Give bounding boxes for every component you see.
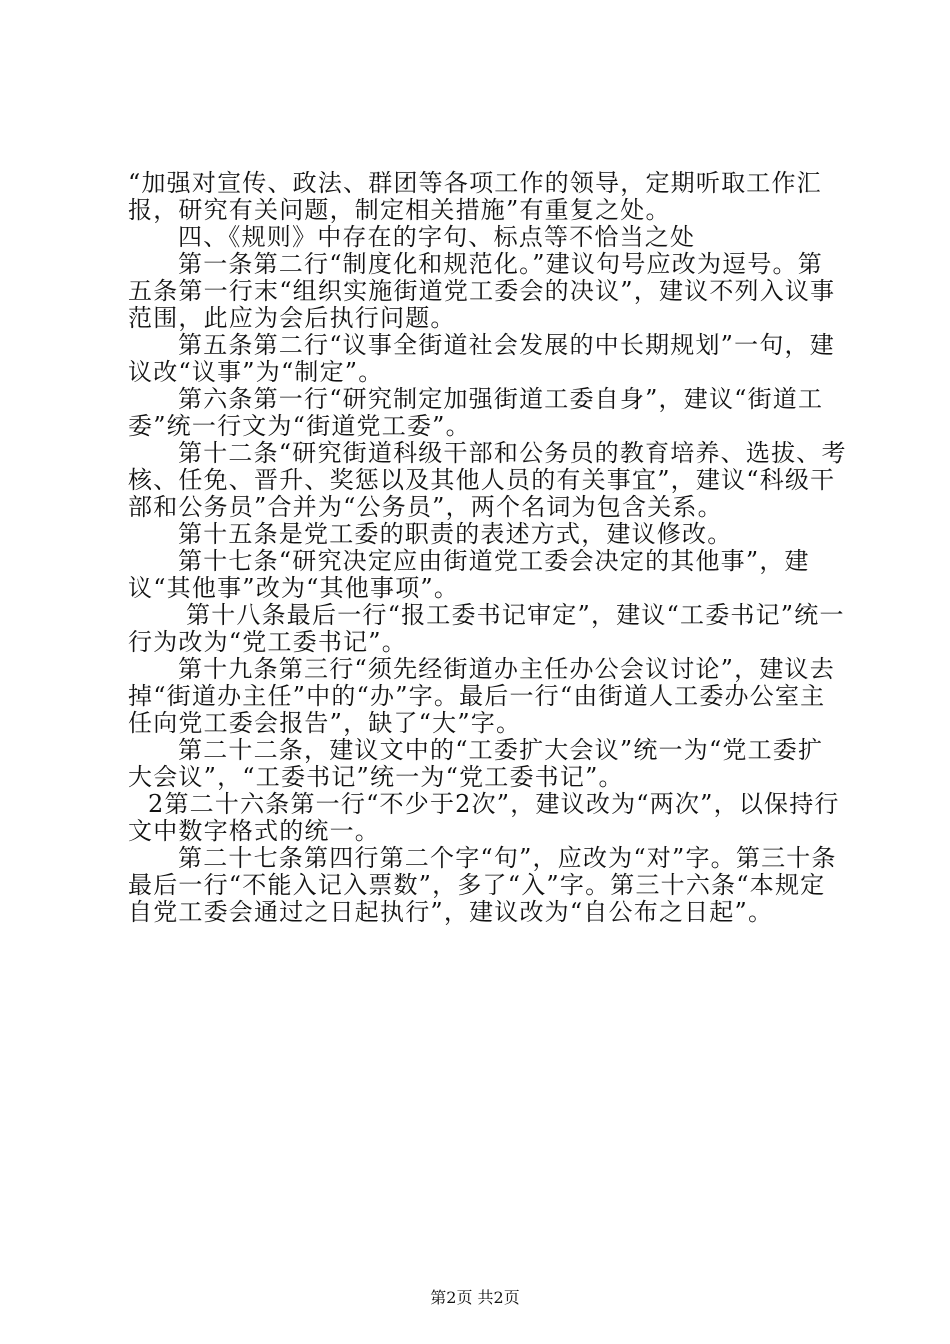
document-body [128, 170, 848, 926]
paragraph-2: 四、《规则》中存在的字句、标点等不恰当之处 [178, 223, 696, 251]
paragraph-6: 第十二条“研究街道科级干部和公务员的教育培养、选拔、考核、任免、晋升、奖惩以及其他人员的有关事宜”，建议“科级干部和公务员”合并为“公务员”，两个名词为包含关系。 [128, 439, 847, 521]
paragraph-5: 第六条第一行“研究制定加强街道工委自身”，建议“街道工委”统一行文为“街道党工委”。 [128, 385, 824, 440]
paragraph-11: 第二十二条，建议文中的“工委扩大会议”统一为“党工委扩大会议”，“工委书记”统一为“党工委书记”。 [128, 736, 824, 791]
page-footer: 第2页 共2页 [430, 1288, 520, 1307]
paragraph-3: 第一条第二行“制度化和规范化。”建议句号应改为逗号。第五条第一行末“组织实施街道党工委会的决议”，建议不列入议事范围，此应为会后执行问题。 [128, 250, 836, 332]
paragraph-4: 第五条第二行“议事全街道社会发展的中长期规划”一句，建议改“议事”为“制定”。 [128, 331, 835, 386]
paragraph-7: 第十五条是党工委的职责的表述方式，建议修改。 [178, 520, 733, 548]
paragraph-9: 第十八条最后一行“报工委书记审定”，建议“工委书记”统一行为改为“党工委书记”。 [128, 601, 845, 656]
paragraph-10: 第十九条第三行“须先经街道办主任办公会议讨论”，建议去掉“街道办主任”中的“办”字。最后一行“由街道人工委办公室主任向党工委会报告”，缺了“大”字。 [128, 655, 835, 737]
paragraph-1: “加强对宣传、政法、群团等各项工作的领导，定期听取工作汇报，研究有关问题，制定相关措施”有重复之处。 [128, 169, 822, 224]
paragraph-8: 第十七条“研究决定应由街道党工委会决定的其他事”，建议“其他事”改为“其他事项”。 [128, 547, 810, 602]
paragraph-13: 第二十七条第四行第二个字“句”，应改为“对”字。第三十条最后一行“不能入记入票数”，多了“入”字。第三十六条“本规定自党工委会通过之日起执行”，建议改为“自公布之日起”。 [128, 844, 837, 926]
paragraph-12: 2第二十六条第一行“不少于2次”，建议改为“两次”，以保持行文中数字格式的统一。 [128, 790, 840, 845]
